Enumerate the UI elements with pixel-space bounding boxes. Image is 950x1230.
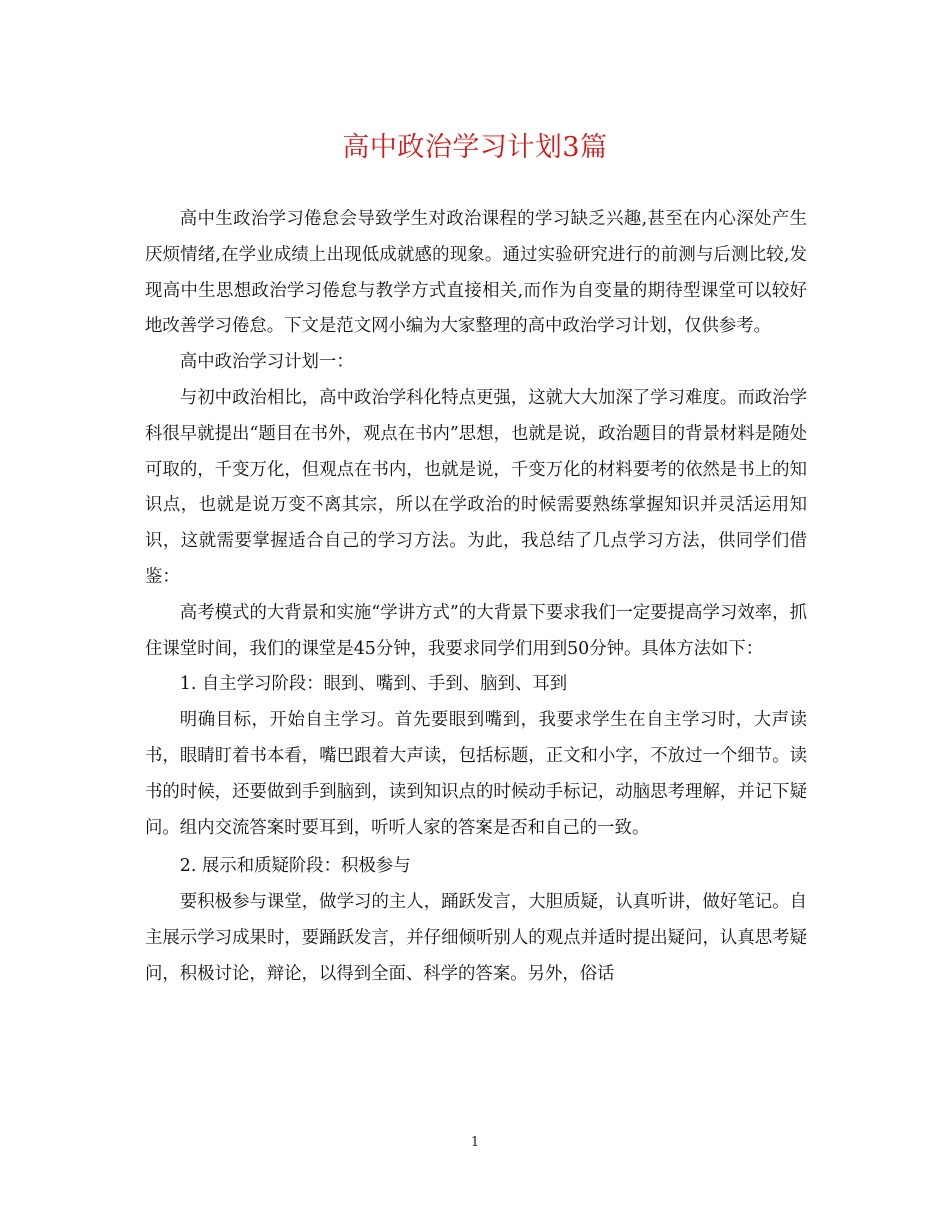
intro-paragraph: 高中生政治学习倦怠会导致学生对政治课程的学习缺乏兴趣,甚至在内心深处产生厌烦情绪,在学业成绩上出现低成就感的现象。通过实验研究进行的前测与后测比较,发现高中生思想政治学习倦怠与教学方式直接相关,而作为自变量的期待型课堂可以较好地改善学习倦怠。下文是范文网小编为大家整理的高中政治学习计划，仅供参考。 — [145, 209, 807, 337]
section-heading-presentation: 2. 展示和质疑阶段：积极参与 — [179, 856, 411, 877]
presentation-paragraph: 要积极参与课堂，做学习的主人，踊跃发言，大胆质疑，认真听讲，做好笔记。自主展示学习成果时，要踊跃发言，并仔细倾听别人的观点并适时提出疑问，认真思考疑问，积极讨论，辩论，以得到全面、科学的答案。另外，俗话 — [145, 892, 807, 984]
plan-one-paragraph: 与初中政治相比，高中政治学科化特点更强，这就大大加深了学习难度。而政治学科很早就提出“题目在书外，观点在书内”思想，也就是说，政治题目的背景材料是随处可取的，千变万化，但观点在书内，也就是说，千变万化的材料要考的依然是书上的知识点，也就是说万变不离其宗，所以在学政治的时候需要熟练掌握知识并灵活运用知识，这就需要掌握适合自己的学习方法。为此，我总结了几点学习方法，供同学们借鉴： — [145, 387, 807, 587]
page-number: 1 — [470, 1135, 480, 1150]
document-body — [145, 202, 807, 993]
section-heading-self-study: 1. 自主学习阶段：眼到、嘴到、手到、脑到、耳到 — [179, 674, 568, 695]
efficiency-paragraph: 高考模式的大背景和实施“学讲方式”的大背景下要求我们一定要提高学习效率，抓住课堂时间，我们的课堂是45分钟，我要求同学们用到50分钟。具体方法如下： — [145, 602, 807, 659]
plan-one-heading: 高中政治学习计划一： — [179, 352, 354, 373]
self-study-paragraph: 明确目标，开始自主学习。首先要眼到嘴到，我要求学生在自主学习时，大声读书，眼睛盯着书本看，嘴巴跟着大声读，包括标题，正文和小字，不放过一个细节。读书的时候，还要做到手到脑到，读到知识点的时候动手标记，动脑思考理解，并记下疑问。组内交流答案时要耳到，听听人家的答案是否和自己的一致。 — [145, 710, 807, 838]
document-title: 高中政治学习计划3篇 — [342, 132, 608, 163]
